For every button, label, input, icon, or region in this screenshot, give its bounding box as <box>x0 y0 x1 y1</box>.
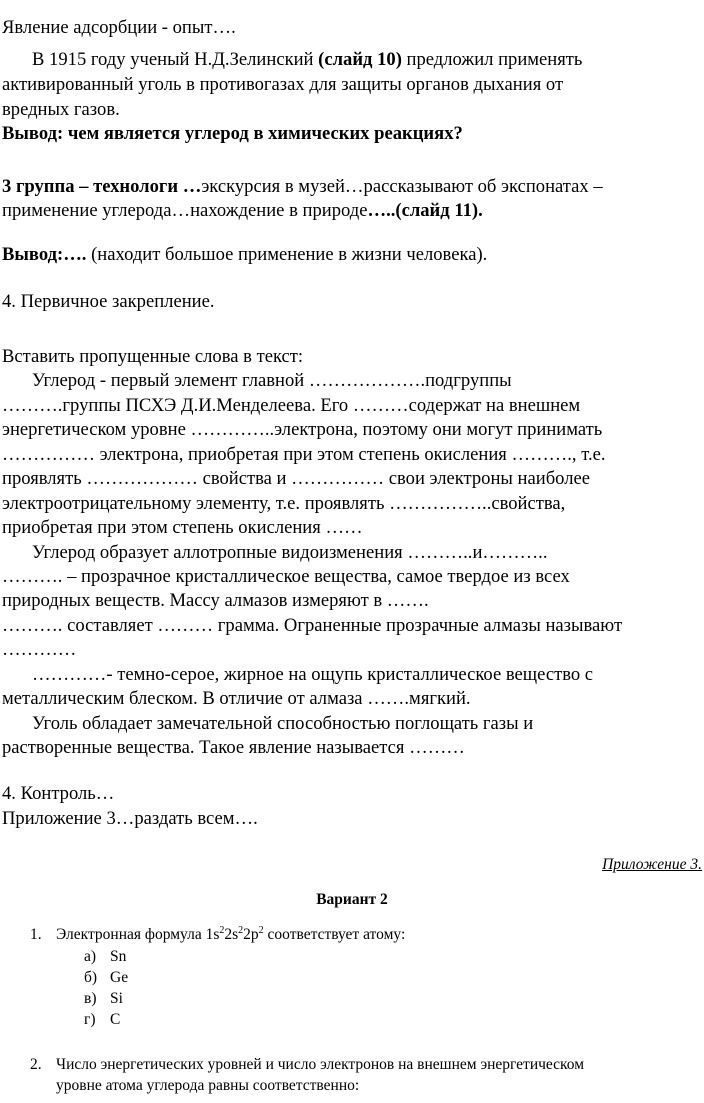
option-value: Si <box>110 990 123 1007</box>
text-line: ……….группы ПСХЭ Д.И.Менделеева. Его ………содержат на внешнем <box>2 395 581 416</box>
text-line: электроотрицательному элементу, т.е. проявлять ……………..свойства, <box>2 493 566 514</box>
text-line: ………. – прозрачное кристаллическое вещества, самое твердое из всех <box>2 566 570 587</box>
text-line: ………. составляет ……… грамма. Ограненные прозрачные алмазы называют <box>2 615 623 636</box>
question-number: 1. <box>30 926 42 943</box>
text-line: Углерод образует аллотропные видоизменения ………..и……….. <box>32 542 548 563</box>
variant-title: Вариант 2 <box>316 891 388 908</box>
question-text: Электронная формула $1s^22s^22p^2$ соответствует атому: <box>56 925 406 943</box>
text-line: Вывод:…. (находит большое применение в жизни человека). <box>2 244 488 265</box>
question-number: 2. <box>30 1056 42 1073</box>
text-line: Явление адсорбции - опыт…. <box>2 17 236 38</box>
text-line: приобретая при этом степень окисления …… <box>2 517 363 538</box>
option-value: Sn <box>110 948 127 965</box>
section-heading: 4. Контроль… <box>2 783 115 804</box>
text-line: 3 группа – технологи …экскурсия в музей…рассказывают об экспонатах – <box>2 176 603 197</box>
text-line: проявлять ……………… свойства и …………… свои электроны наиболее <box>2 468 591 489</box>
text-line: природных веществ. Массу алмазов измеряют в ……. <box>2 590 429 611</box>
text-line: Вставить пропущенные слова в текст: <box>2 346 304 367</box>
text-line: В 1915 году ученый Н.Д.Зелинский (слайд 10) предложил применять <box>32 49 583 70</box>
option-letter: б) <box>84 969 98 986</box>
text-line: …………- темно-серое, жирное на ощупь кристаллическое вещество с <box>32 664 594 685</box>
text-line: растворенные вещества. Такое явление называется ……… <box>2 737 465 758</box>
option-letter: в) <box>84 990 97 1007</box>
text-line: Углерод - первый элемент главной ……………….подгруппы <box>32 370 512 391</box>
question-text: Число энергетических уровней и число электронов на внешнем энергетическом <box>56 1056 585 1073</box>
text-line: вредных газов. <box>2 99 120 120</box>
option-letter: г) <box>84 1011 96 1028</box>
text-line: ………… <box>2 639 77 660</box>
text-line: активированный уголь в противогазах для защиты органов дыхания от <box>2 74 564 95</box>
text-line: металлическим блеском. В отличие от алмаза …….мягкий. <box>2 688 471 709</box>
option-value: C <box>110 1011 121 1028</box>
option-value: Ge <box>110 969 129 986</box>
text-line: применение углерода…нахождение в природе…..(слайд 11). <box>2 200 483 221</box>
text-line: Приложение 3…раздать всем…. <box>2 808 258 829</box>
text-line: энергетическом уровне …………..электрона, поэтому они могут принимать <box>2 419 603 440</box>
question-text: уровне атома углерода равны соответственно: <box>56 1077 360 1094</box>
option-letter: а) <box>84 948 97 965</box>
appendix-label: Приложение 3. <box>602 856 702 873</box>
text-line: …………… электрона, приобретая при этом степень окисления ………., т.е. <box>2 444 606 465</box>
conclusion-heading: Вывод: чем является углерод в химических реакциях? <box>2 123 463 144</box>
text-line: Уголь обладает замечательной способностью поглощать газы и <box>32 713 534 734</box>
section-heading: 4. Первичное закрепление. <box>2 291 215 312</box>
